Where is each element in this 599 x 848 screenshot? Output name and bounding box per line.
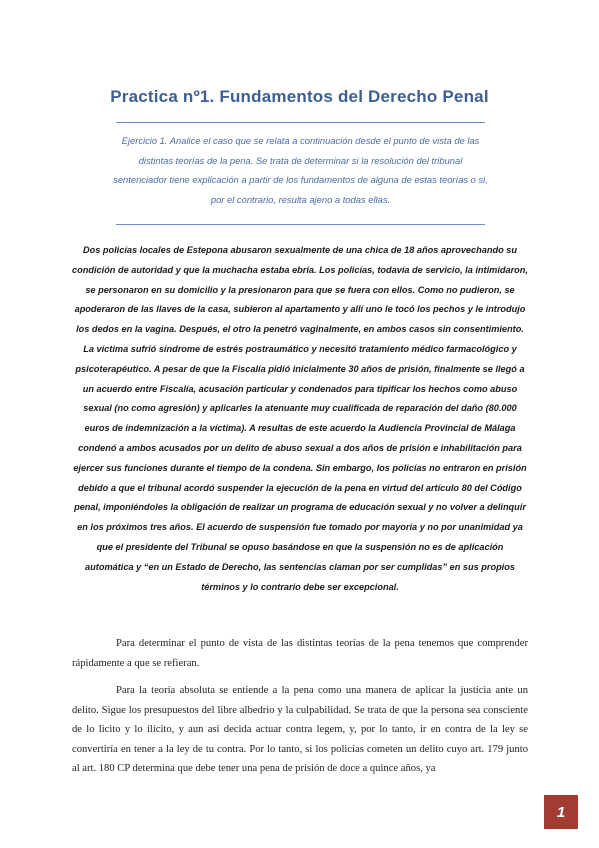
case-text: Dos policías locales de Estepona abusaron sexualmente de una chica de 18 años aprovechando su condición de autoridad y que la muchacha estaba ebria. Los policías, todavía de servicio, la intimidaron, se personaron en su domicilio y la presionaron para que se fuera con ellos. Como no pudieron, se apoderaron de las llaves de la casa, subieron al apartamento y allí uno le tocó los pechos y le introdujo los dedos en la vagina. Después, el otro la penetró vaginalmente, en ambos casos sin consentimiento. La víctima sufrió síndrome de estrés postraumático y necesitó tratamiento médico farmacológico y psicoterapéutico. A pesar de que la Fiscalía pidió inicialmente 30 años de prisión, finalmente se llegó a un acuerdo entre Fiscalía, acusación particular y condenados para tipificar los hechos como abuso sexual (no como agresión) y aplicarles la atenuante muy cualificada de reparación del daño (80.000 euros de indemnización a la víctima). A resultas de este acuerdo la Audiencia Provincial de Málaga condenó a ambos acusados por un delito de abuso sexual a dos años de prisión e inhabilitación para ejercer sus funciones durante el tiempo de la condena. Sin embargo, los policías no entraron en prisión debido a que el tribunal acordó suspender la ejecución de la pena en virtud del artículo 80 del Código penal, imponiéndoles la obligación de realizar un programa de educación sexual y no volver a delinquir en los próximos tres años. El acuerdo de suspensión fue tomado por mayoría y no por unanimidad ya que el presidente del Tribunal se opuso basándose en que la suspensión no es de aplicación automática y “en un Estado de Derecho, las sentencias claman por ser cumplidas” en sus propios términos y lo contrario debe ser excepcional. bbox=[72, 245, 528, 592]
body-paragraph-2: Para la teoría absoluta se entiende a la pena como una manera de aplicar la justicia ante un delito. Sigue los presupuestos del libre albedrio y la culpabilidad. Se trata de que la persona sea consciente de lo licito y lo ilícito, y aun así decida actuar contra legem, y, por lo tanto, ir en contra de la ley se convertiría en tener a la ley de tu contra. Por lo tanto, si los policías cometen un delito cuyo art. 179 junto al art. 180 CP determina que debe tener una pena de prisión de doce a quince años, ya bbox=[72, 685, 528, 774]
page-number-badge: 1 bbox=[544, 795, 578, 829]
body-paragraph-1: Para determinar el punto de vista de las distintas teorías de la pena tenemos que comprender rápidamente a que se refieran. bbox=[72, 638, 528, 669]
title-divider-bottom bbox=[116, 224, 485, 225]
title-divider-top bbox=[116, 122, 485, 123]
exercise-statement: Ejercicio 1. Analice el caso que se relata a continuación desde el punto de vista de las distintas teorías de la pena. Se trata de determinar si la resolución del tribunal sentenciador tiene explicación a partir de los fundamentos de alguna de estas teorías o si, por el contrario, resulta ajeno a todas ellas. bbox=[113, 135, 488, 205]
document-title: Practica nº1. Fundamentos del Derecho Penal bbox=[110, 87, 489, 106]
